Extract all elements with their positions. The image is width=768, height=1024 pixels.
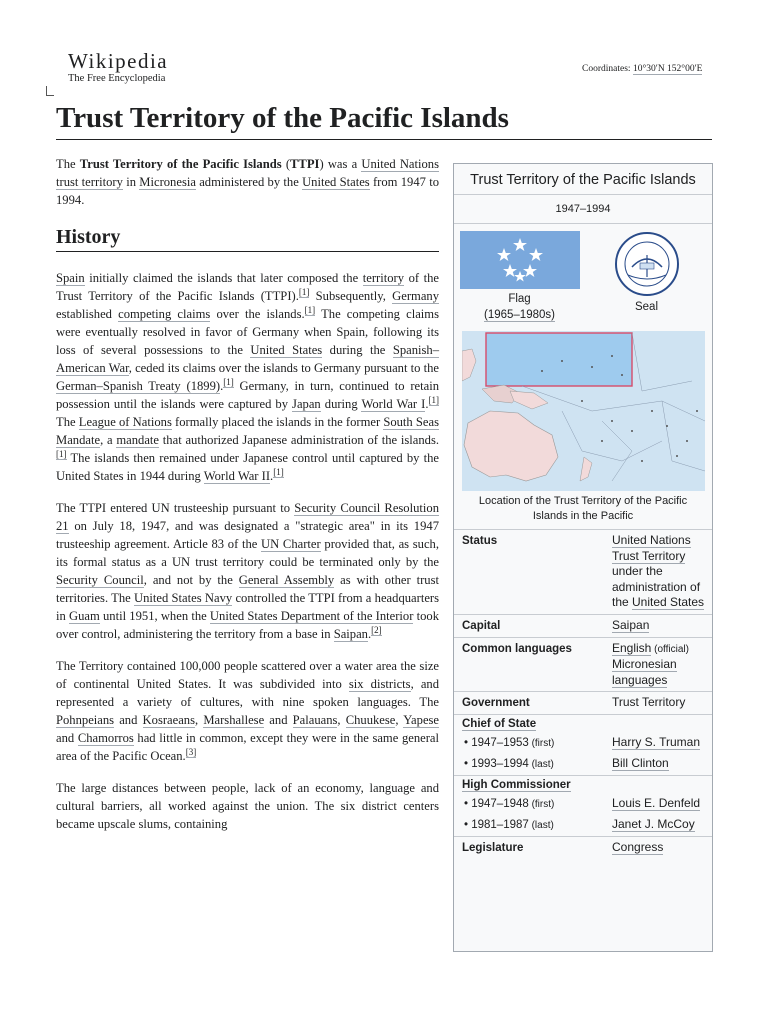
history-heading: History [56,223,439,252]
government-label: Government [462,697,530,709]
note: (first) [528,799,555,810]
status-label: Status [462,535,498,547]
text: • 1981–1987 [464,819,529,831]
link-yapese[interactable]: Yapese [403,713,440,727]
row-legislature [454,836,712,859]
link-world-war-i[interactable]: World War I [361,397,426,411]
text: , a [100,433,117,447]
link-mandate[interactable]: mandate [116,433,160,447]
text: • 1947–1953 [464,737,529,749]
text: • 1947–1948 [464,798,529,810]
text: controlled the TTPI from a headquarters in [56,591,440,623]
text: The competing claims were eventually resolved in favor of Germany when Spain, following its loss of several possessions to the [56,307,439,357]
citation-link[interactable]: [1] [304,304,316,315]
text: . [270,469,274,483]
link-us-navy[interactable]: United States Navy [134,591,233,605]
citation-link[interactable]: [3] [185,746,197,757]
seal-label: Seal [634,301,659,313]
text: in [122,175,140,189]
text: ) was a [319,157,362,171]
link-united-states[interactable]: United States [632,595,705,609]
row-government [454,691,712,714]
link-kosraeans[interactable]: Kosraeans [142,713,196,727]
link-germany[interactable]: Germany [392,289,439,303]
text: The islands then remained under Japanese control until captured by the United States in 1944 during [56,451,439,483]
link-un-trust-territory[interactable]: United Nations Trust Territory [612,533,691,563]
text: • 1993–1994 [464,758,529,770]
link-un-trust-territory[interactable]: United Nations trust territory [56,157,439,189]
intro-paragraph [56,155,439,209]
text: of the Trust Territory of the Pacific Islands (TTPI). [56,271,439,303]
infobox-dates: 1947–1994 [454,194,712,224]
text: , [395,713,404,727]
text: took over control, administering the territory from a base in [56,609,440,641]
text: formally placed the islands in the former [171,415,384,429]
seal-image[interactable] [614,231,680,297]
text: and [56,731,78,745]
text: , and represented a variety of cultures, with nine spoken languages. The [56,677,440,709]
link-louis-denfeld[interactable]: Louis E. Denfeld [612,796,701,810]
history-paragraph-4 [56,779,439,833]
languages-label: Common languages [462,642,572,655]
row-chief-first [454,733,712,754]
link-pohnpeians[interactable]: Pohnpeians [56,713,115,727]
bold-term: TTPI [290,157,320,171]
flag-image[interactable] [460,231,580,289]
text: as with other trust territories. The [56,573,439,605]
wordmark: Wikipedia [68,49,169,73]
text: provided that, as such, its formal status as a UN trust territory could be terminated only by the [56,537,439,569]
chief-of-state-header [454,714,712,733]
chief-first-label [464,735,612,752]
history-paragraph-1 [56,269,439,485]
text: The large distances between people, lack of an economy, language and cultural barriers, all worked against the union. The six district centers became upscale slums, containing [56,781,439,831]
text: during [320,397,362,411]
link-general-assembly[interactable]: General Assembly [238,573,335,587]
seal-cell [583,231,710,323]
row-chief-last [454,754,712,775]
link-high-commissioner[interactable]: High Commissioner [462,779,571,791]
article-body [56,155,439,847]
link-spain[interactable]: Spain [56,271,85,285]
link-japan[interactable]: Japan [292,397,321,411]
hc-last-label [464,817,612,834]
link-competing-claims[interactable]: competing claims [118,307,211,321]
text: had little in common, except they were in the same general area of the Pacific Ocean. [56,731,439,763]
link-marshallese[interactable]: Marshallese [203,713,265,727]
link-saipan[interactable]: Saipan [333,627,368,641]
link-territory[interactable]: territory [362,271,405,285]
coordinates-link[interactable]: 10°30′N 152°00′E [632,64,703,74]
coordinates-label: Coordinates: [582,64,631,74]
map-caption: Location of the Trust Territory of the Pacific Islands in the Pacific [478,495,688,522]
citation-link[interactable]: [1] [298,286,310,297]
government-value: Trust Territory [612,695,686,709]
flag-cell [456,231,583,323]
chief-first-value [612,735,706,752]
link-chamorros[interactable]: Chamorros [77,731,134,745]
emblems [454,224,712,327]
legislature-value [612,840,706,856]
text: from 1947 to 1994. [56,175,439,207]
text: , and not by the [143,573,239,587]
text: The Territory contained 100,000 people scattered over a water area the size of continental United States. It was subdivided into [56,659,439,691]
coordinates [582,64,702,74]
text: over the islands. [210,307,305,321]
citation-link[interactable]: [2] [371,624,382,635]
text: , [337,713,346,727]
text: and [114,713,143,727]
link-guam[interactable]: Guam [69,609,100,623]
link-micronesia[interactable]: Micronesia [139,175,196,189]
link-micronesian-languages[interactable]: Micronesian languages [612,657,677,687]
link-german-spanish-treaty[interactable]: German–Spanish Treaty (1899) [56,379,221,393]
text: on July 18, 1947, and was designated a "strategic area" in its 1947 trusteeship agreement. Article 83 of the [56,519,439,551]
text: , ceded its claims over the islands to Germany pursuant to the [128,361,439,375]
capital-label: Capital [462,619,501,632]
text: ( [281,157,291,171]
row-hc-first [454,794,712,815]
high-commissioner-header [454,775,712,794]
link-spanish-american-war[interactable]: Spanish–American War [56,343,439,375]
text: that authorized Japanese administration of the islands. [159,433,439,447]
link-bill-clinton[interactable]: Bill Clinton [612,756,669,770]
text: established [56,307,119,321]
link-world-war-ii[interactable]: World War II [203,469,271,483]
row-hc-last [454,815,712,836]
link-department-of-interior[interactable]: United States Department of the Interior [209,609,414,623]
link-security-council[interactable]: Security Council [56,573,144,587]
text: under the administration of the [612,564,701,609]
citation-link[interactable]: [1] [56,448,67,459]
text: , [195,713,204,727]
citation-link[interactable]: [1] [273,466,284,477]
history-paragraph-3 [56,657,439,765]
text: and [264,713,293,727]
note: (last) [528,759,554,770]
hc-last-value [612,817,706,834]
page-title: Trust Territory of the Pacific Islands [56,98,712,140]
wikipedia-logo[interactable] [68,50,168,86]
infobox [453,163,713,952]
link-south-seas-mandate[interactable]: South Seas Mandate [56,415,439,447]
bold-term: Trust Territory of the Pacific Islands [79,157,282,171]
text: . [220,379,224,393]
link-un-charter[interactable]: UN Charter [261,537,321,551]
link-security-council-resolution-21[interactable]: Security Council Resolution 21 [56,501,439,533]
text: . [425,397,429,411]
hc-first-label [464,796,612,813]
text: during the [322,343,393,357]
link-united-states[interactable]: United States [250,343,323,357]
chief-last-value [612,756,706,773]
link-league-of-nations[interactable]: League of Nations [78,415,172,429]
text: The TTPI entered UN trusteeship pursuant to [56,501,295,515]
tagline: The Free Encyclopedia [68,73,166,84]
text: The [56,157,80,171]
flag-label: Flag [508,293,531,305]
infobox-title: Trust Territory of the Pacific Islands [470,172,696,188]
languages-value [612,641,706,689]
link-janet-mccoy[interactable]: Janet J. McCoy [612,817,695,831]
link-chuukese[interactable]: Chuukese [345,713,396,727]
row-status [454,529,712,614]
text: Subsequently, [309,289,393,303]
status-value [612,533,706,611]
link-english[interactable]: English [612,640,652,655]
official-note: (official) [651,643,689,655]
link-six-districts[interactable]: six districts [348,677,411,691]
text: The [56,415,79,429]
link-palauans[interactable]: Palauans [292,713,338,727]
text: Germany, in turn, continued to retain possession until the islands were captured by [56,379,440,411]
text: . [367,627,372,641]
link-chief-of-state[interactable]: Chief of State [462,718,537,730]
legislature-label: Legislature [462,842,524,854]
citation-link[interactable]: [1] [428,394,439,405]
chief-last-label [464,756,612,773]
text: until 1951, when the [99,609,210,623]
hc-first-value [612,796,706,813]
capital-value [612,618,706,634]
link-congress[interactable]: Congress [612,840,664,854]
note: (last) [528,820,554,831]
text: administered by the [195,175,303,189]
link-united-states[interactable]: United States [302,175,370,189]
menu-corner-icon[interactable] [46,86,54,96]
link-harry-truman[interactable]: Harry S. Truman [612,735,701,749]
history-paragraph-2 [56,499,439,643]
note: (first) [528,738,555,749]
flag-dates-link[interactable]: (1965–1980s) [484,309,555,321]
location-map[interactable] [462,331,705,491]
link-saipan[interactable]: Saipan [612,617,650,632]
citation-link[interactable]: [1] [223,376,234,387]
row-languages [454,637,712,692]
row-capital [454,614,712,637]
text: initially claimed the islands that later composed the [84,271,363,285]
